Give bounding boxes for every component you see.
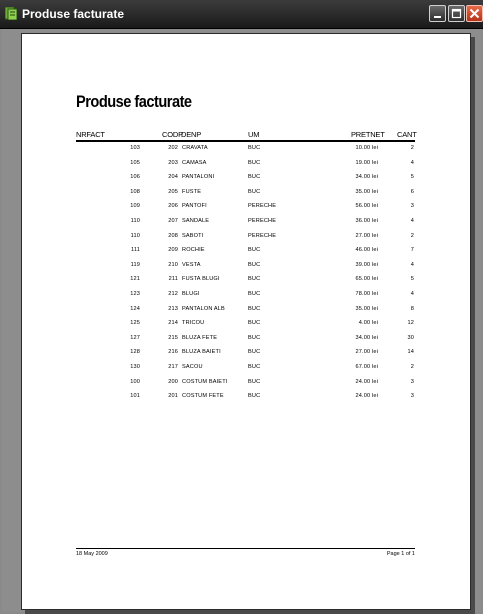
cell-cant: 30	[407, 334, 414, 341]
maximize-icon	[449, 6, 464, 21]
cell-nrfact: 111	[131, 247, 140, 254]
cell-nrfact: 119	[130, 261, 140, 268]
cell-nrfact: 106	[130, 174, 140, 181]
table-row	[22, 233, 472, 248]
cell-um: PERECHE	[248, 217, 277, 224]
cell-cant: 2	[410, 232, 414, 239]
cell-denp: BLUZA FETE	[182, 334, 218, 341]
cell-codp: 213	[168, 305, 178, 312]
cell-codp: 203	[168, 159, 178, 166]
minimize-button[interactable]	[429, 5, 446, 22]
cell-denp: BLUZA BAIETI	[182, 349, 221, 356]
report-viewer[interactable]	[2, 29, 481, 612]
cell-denp: CRAVATA	[182, 145, 208, 151]
cell-denp: CAMASA	[182, 159, 207, 166]
table-row	[22, 218, 472, 233]
cell-pretnet: 34.00 lei	[355, 174, 378, 181]
cell-codp: 204	[168, 174, 178, 181]
cell-denp: PANTOFI	[182, 203, 207, 210]
report-date: 18 May 2009	[76, 551, 108, 557]
cell-codp: 216	[168, 349, 178, 356]
table-row	[22, 247, 472, 262]
cell-nrfact: 100	[130, 378, 140, 385]
cell-cant: 4	[410, 290, 414, 297]
table-row	[22, 262, 472, 277]
cell-pretnet: 4.00 lei	[358, 320, 378, 327]
cell-um: BUC	[248, 159, 261, 166]
cell-um: BUC	[248, 320, 261, 327]
footer-divider	[76, 548, 415, 549]
cell-um: BUC	[248, 188, 261, 195]
cell-nrfact: 108	[130, 188, 140, 195]
cell-um: PERECHE	[248, 203, 277, 210]
window-title: Produse facturate	[22, 7, 125, 21]
cell-nrfact: 103	[130, 145, 140, 151]
cell-pretnet: 78.00 lei	[355, 290, 378, 297]
maximize-button[interactable]	[448, 5, 465, 22]
report-app-icon	[5, 7, 17, 20]
cell-nrfact: 121	[130, 276, 140, 283]
cell-denp: BLUGI	[182, 290, 200, 297]
table-row	[22, 335, 472, 350]
cell-pretnet: 24.00 lei	[355, 378, 378, 385]
cell-nrfact: 128	[130, 349, 140, 356]
cell-denp: COSTUM FETE	[182, 393, 224, 400]
table-row	[22, 306, 472, 321]
cell-nrfact: 109	[130, 203, 140, 210]
cell-cant: 4	[410, 159, 414, 166]
cell-nrfact: 123	[130, 290, 140, 297]
table-row	[22, 291, 472, 306]
close-button[interactable]	[466, 5, 483, 22]
cell-denp: FUSTA BLUGI	[182, 276, 220, 283]
cell-codp: 205	[168, 188, 178, 195]
table-row	[22, 189, 472, 204]
cell-um: BUC	[248, 261, 261, 268]
cell-denp: SANDALE	[182, 217, 210, 224]
cell-cant: 4	[410, 261, 414, 268]
minimize-icon	[430, 6, 445, 21]
cell-nrfact: 101	[130, 393, 140, 400]
cell-um: BUC	[248, 363, 261, 370]
cell-cant: 3	[410, 203, 414, 210]
cell-cant: 5	[410, 276, 414, 283]
cell-um: BUC	[248, 378, 261, 385]
cell-codp: 212	[168, 290, 178, 297]
cell-codp: 217	[168, 363, 178, 370]
cell-denp: PANTALON ALB	[182, 305, 225, 312]
cell-pretnet: 36.00 lei	[355, 217, 378, 224]
cell-nrfact: 127	[130, 334, 140, 341]
table-row	[22, 145, 472, 160]
report-rows	[22, 145, 472, 408]
report-title: Produse facturate	[76, 92, 192, 111]
close-icon	[467, 6, 482, 21]
table-row	[22, 393, 472, 408]
cell-denp: VESTA	[182, 261, 201, 268]
cell-codp: 208	[168, 232, 178, 239]
cell-cant: 7	[410, 247, 414, 254]
cell-pretnet: 35.00 lei	[355, 188, 378, 195]
table-row	[22, 203, 472, 218]
cell-um: BUC	[248, 290, 261, 297]
page-number: Page 1 of 1	[386, 551, 415, 557]
header-divider	[76, 140, 415, 142]
cell-denp: COSTUM BAIETI	[182, 378, 228, 385]
cell-um: BUC	[248, 305, 261, 312]
column-header-denp: DENP	[181, 130, 202, 139]
cell-nrfact: 125	[130, 320, 140, 327]
cell-cant: 8	[410, 305, 414, 312]
cell-denp: SACOU	[182, 363, 203, 370]
cell-pretnet: 34.00 lei	[355, 334, 378, 341]
cell-codp: 211	[168, 276, 178, 283]
cell-pretnet: 24.00 lei	[355, 393, 378, 400]
cell-pretnet: 10.00 lei	[355, 145, 378, 151]
cell-pretnet: 19.00 lei	[355, 159, 378, 166]
table-row	[22, 276, 472, 291]
cell-cant: 3	[410, 378, 414, 385]
column-header-codp: CODP	[162, 130, 183, 139]
cell-cant: 12	[407, 320, 414, 327]
table-row	[22, 349, 472, 364]
cell-cant: 4	[410, 217, 414, 224]
table-row	[22, 160, 472, 175]
cell-nrfact: 124	[130, 305, 140, 312]
cell-um: BUC	[248, 276, 261, 283]
cell-codp: 215	[168, 334, 178, 341]
cell-denp: ROCHIE	[182, 247, 205, 254]
cell-cant: 14	[407, 349, 414, 356]
cell-denp: TRICOU	[182, 320, 205, 327]
title-bar[interactable]	[0, 0, 483, 29]
cell-codp: 209	[168, 247, 178, 254]
cell-um: BUC	[248, 334, 261, 341]
cell-pretnet: 67.00 lei	[355, 363, 378, 370]
cell-codp: 202	[168, 145, 178, 151]
cell-codp: 207	[168, 217, 178, 224]
cell-pretnet: 27.00 lei	[355, 349, 378, 356]
cell-cant: 2	[410, 145, 414, 151]
cell-pretnet: 65.00 lei	[355, 276, 378, 283]
column-header-cant: CANT	[397, 130, 417, 139]
cell-codp: 206	[168, 203, 178, 210]
cell-cant: 5	[410, 174, 414, 181]
cell-cant: 2	[410, 363, 414, 370]
cell-nrfact: 105	[130, 159, 140, 166]
cell-um: BUC	[248, 393, 261, 400]
table-row	[22, 364, 472, 379]
cell-cant: 6	[410, 188, 414, 195]
cell-denp: PANTALONI	[182, 174, 215, 181]
cell-nrfact: 110	[130, 217, 140, 224]
cell-cant: 3	[410, 393, 414, 400]
cell-um: BUC	[248, 174, 261, 181]
cell-pretnet: 56.00 lei	[355, 203, 378, 210]
table-row	[22, 379, 472, 394]
cell-pretnet: 27.00 lei	[355, 232, 378, 239]
cell-pretnet: 46.00 lei	[355, 247, 378, 254]
cell-um: BUC	[248, 349, 261, 356]
report-page	[21, 33, 471, 610]
cell-codp: 201	[168, 393, 178, 400]
cell-nrfact: 130	[130, 363, 140, 370]
table-row	[22, 320, 472, 335]
cell-nrfact: 110	[130, 232, 140, 239]
cell-um: BUC	[248, 247, 261, 254]
cell-codp: 210	[168, 261, 178, 268]
cell-denp: FUSTE	[182, 188, 202, 195]
cell-codp: 200	[168, 378, 178, 385]
cell-pretnet: 35.00 lei	[355, 305, 378, 312]
cell-codp: 214	[168, 320, 178, 327]
cell-um: PERECHE	[248, 232, 277, 239]
table-row	[22, 174, 472, 189]
column-header-um: UM	[248, 130, 260, 139]
column-header-pretnet: PRETNET	[351, 130, 385, 139]
cell-pretnet: 39.00 lei	[355, 261, 378, 268]
column-header-nrfact: NRFACT	[76, 130, 105, 139]
cell-um: BUC	[248, 145, 261, 151]
cell-denp: SABOTI	[182, 232, 204, 239]
